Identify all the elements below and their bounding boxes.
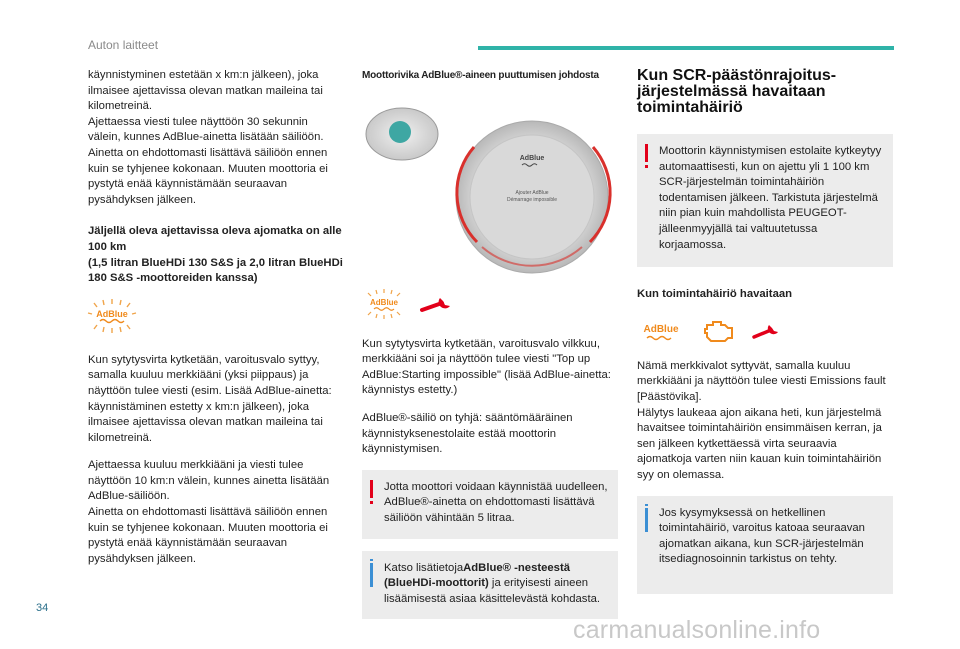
paragraph: Ajettaessa kuuluu merkkiääni ja viesti tulee näyttöön 10 km:n välein, kunnes ainetta lisätään AdBlue-säiliöön. Ainetta on ehdottomasti lisättävä säiliöön ennen kuin se tyhjenee kokonaan. Muuten moottoria ei pystytä enää käynnistämään seuraavan pysähdyksen jälkeen. [88, 459, 330, 565]
wrench-icon [751, 321, 781, 341]
adblue-warning-icon [86, 299, 343, 333]
info-box: Katso lisätietojaAdBlue® -nesteestä (BlueHDi-moottorit) ja erityisesti aineen lisäämisestä asiaa käsittelevästä kohdasta. [362, 551, 618, 620]
section-heading: Kun SCR-päästönrajoitus-järjestelmässä havaitaan toimintahäiriö [637, 67, 837, 116]
svg-text:Ajouter AdBlue: Ajouter AdBlue [515, 189, 549, 196]
adblue-warning-icon [641, 318, 685, 344]
svg-text:AdBlue: AdBlue [96, 308, 128, 319]
info-icon [370, 563, 373, 587]
info-icon [645, 508, 648, 532]
paragraph: Kun sytytysvirta kytketään, varoitusvalo syttyy, samalla kuuluu merkkiääni (yksi piippaus) ja näyttöön tulee viesti (esim. Lisää AdBlue-ainetta: käynnistäminen estetty x km:n jälkeen), joka ilmaisee ajettavissa olevan matkan maileina tai kilometreinä. [88, 353, 332, 444]
warning-box: Jotta moottori voidaan käynnistää uudelleen, AdBlue®-ainetta on ehdottomasti lisättävä säiliöön vähintään 5 litraa. [362, 470, 618, 539]
paragraph: Nämä merkkivalot syttyvät, samalla kuuluu merkkiääni ja näyttöön tulee viesti Emissions fault [Päästövika]. Hälytys laukeaa ajon aikana heti, kun järjestelmä havaitsee toimintahäiriön ensimmäisen kerran, ja sen jälkeen kytkettäessä virta seuraavia ajomatkoja varten niin kauan kuin toimintahäiriön syy on olemassa. [637, 359, 886, 481]
paragraph: AdBlue®-säiliö on tyhjä: sääntömääräinen käynnistyksenestolaite estää moottorin käynnistymisen. [362, 411, 573, 456]
paragraph: Kun sytytysvirta kytketään, varoitusvalo vilkkuu, merkkiääni soi ja näyttöön tulee viesti "Top up AdBlue:Starting impossible" (lisää AdBlue-ainetta: käynnistys estetty.) [362, 337, 611, 397]
engine-icon [701, 317, 735, 345]
figure-caption: Moottorivika AdBlue®-aineen puuttumisen johdosta [362, 70, 599, 81]
section-bar [478, 46, 894, 50]
svg-text:Démarrage impossible: Démarrage impossible [506, 196, 558, 203]
info-box: Jos kysymyksessä on hetkellinen toimintahäiriö, varoitus katoaa seuraavan ajomatkan aikana, kun SCR-järjestelmän itsediagnosoinnin tarkistus on tehty. [637, 496, 893, 594]
paragraph: käynnistyminen estetään x km:n jälkeen), joka ilmaisee ajettavissa olevan matkan maileina tai kilometreinä. Ajettaessa viesti tulee näyttöön 30 sekunnin välein, kunnes AdBlue-ainetta lisätään säiliöön. Ainetta on ehdottomasti lisättävä säiliöön ennen kuin se tyhjenee kokonaan. Muuten moottoria ei pystytä enää käynnistämään seuraavan pysähdyksen jälkeen. [88, 69, 328, 206]
column-3 [637, 68, 893, 606]
column-1 [88, 68, 343, 579]
exclamation-icon [645, 144, 648, 162]
adblue-warning-icon [362, 289, 406, 319]
exclamation-icon [370, 480, 373, 498]
svg-text:AdBlue: AdBlue [643, 323, 679, 335]
svg-text:AdBlue: AdBlue [519, 154, 545, 162]
warning-lights-row [641, 317, 893, 345]
warning-lights-row [362, 289, 618, 319]
subheading: Kun toimintahäiriö havaitaan [637, 288, 793, 301]
page-number: 34 [36, 602, 49, 614]
subheading: Jäljellä oleva ajettavissa oleva ajomatka on alle 100 km (1,5 litran BlueHDi 130 S&S ja 2,0 litran BlueHDi 180 S&S -moottoreiden kanssa) [88, 225, 343, 285]
watermark: carmanualsonline.info [573, 616, 821, 644]
section-title: Auton laitteet [88, 38, 159, 52]
wrench-icon [418, 294, 454, 314]
column-2 [362, 68, 618, 631]
instrument-display-figure [362, 92, 618, 277]
svg-text:AdBlue: AdBlue [370, 297, 398, 307]
warning-box: Moottorin käynnistymisen estolaite kytkeytyy automaattisesti, kun on ajettu yli 1 100 km SCR-järjestelmän toimintahäiriön todentamisen jälkeen. Tarkistuta järjestelmä niin pian kuin mahdollista PEUGEOT-jälleenmyyjällä tai valtuutetussa korjaamossa. [637, 134, 893, 267]
